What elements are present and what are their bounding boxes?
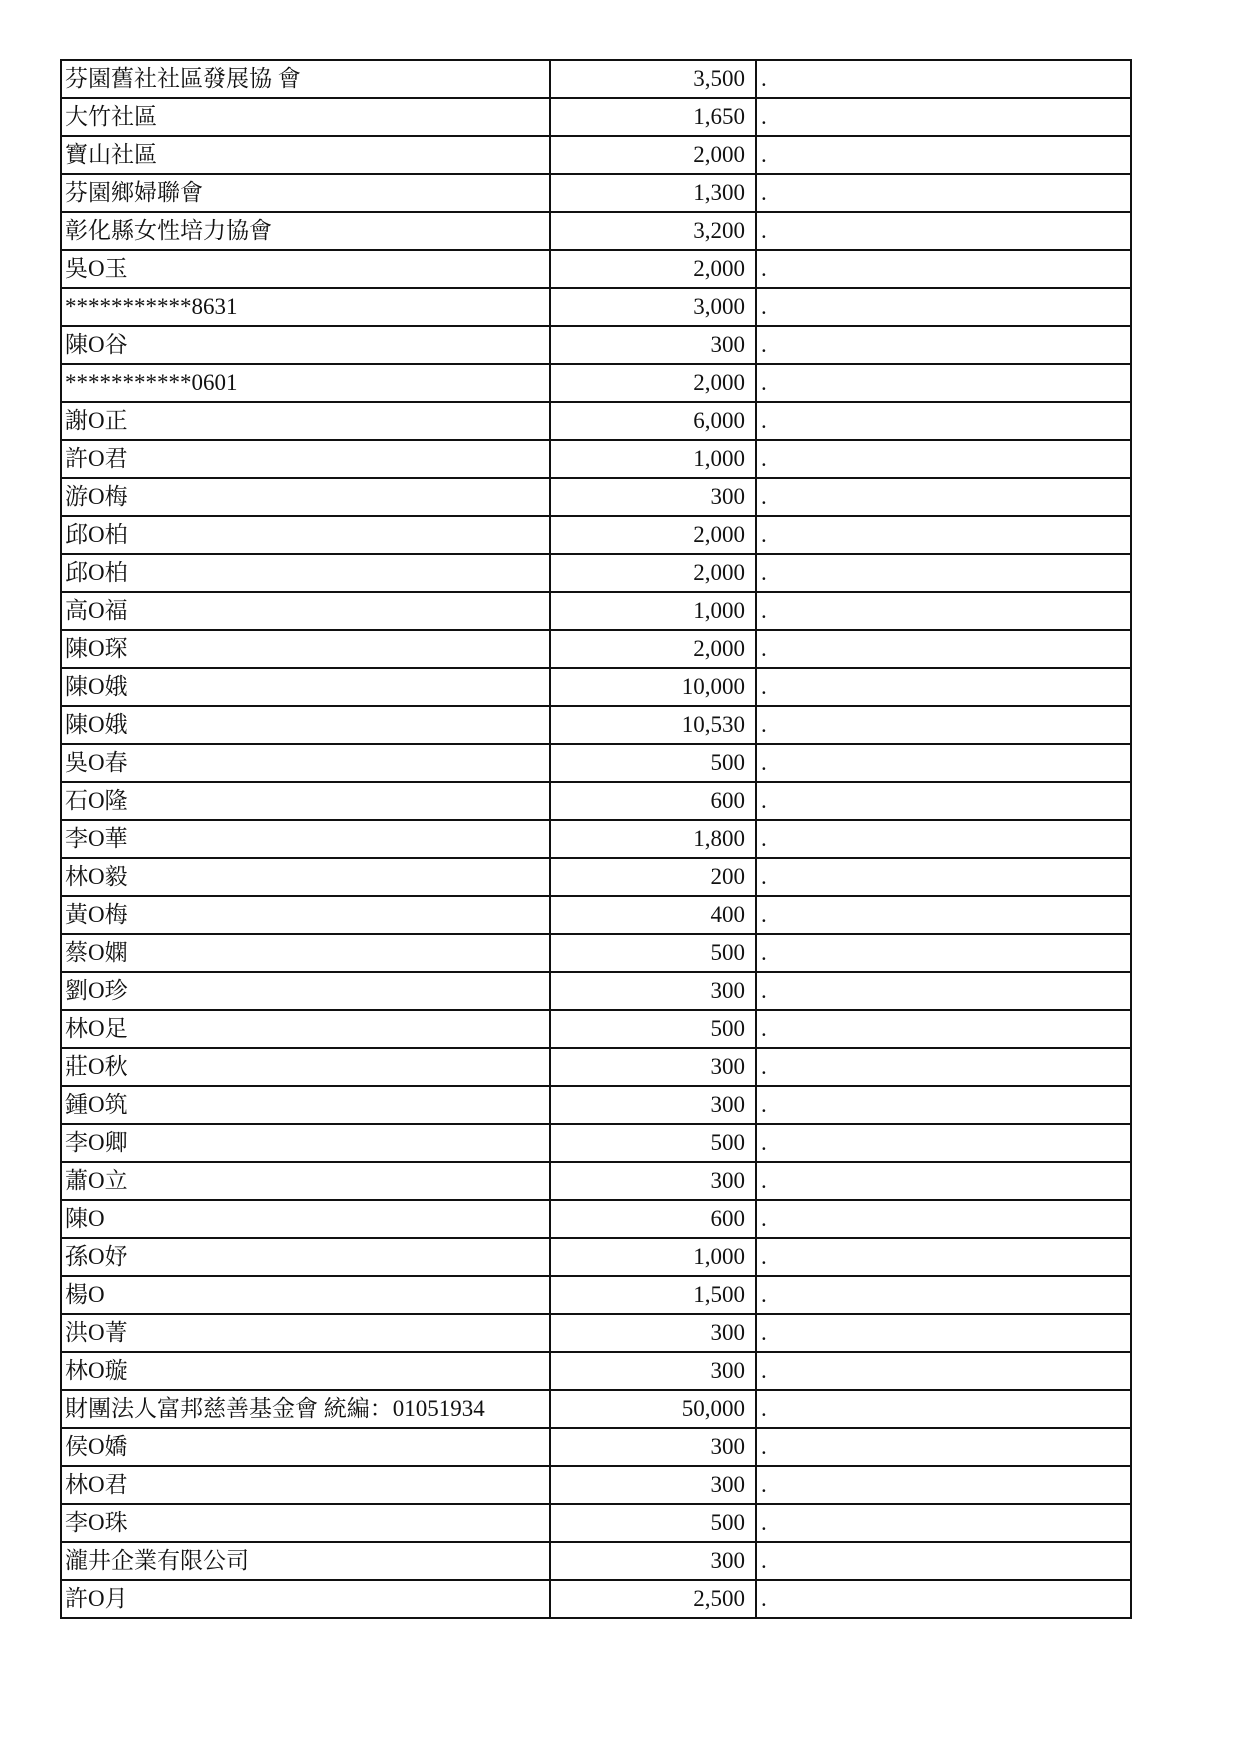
- donation-amount-cell: 10,000: [550, 668, 756, 706]
- donation-amount-cell: 2,500: [550, 1580, 756, 1618]
- donor-name-cell: 陳O: [61, 1200, 550, 1238]
- donor-name-cell: ***********8631: [61, 288, 550, 326]
- donor-name-cell: 寶山社區: [61, 136, 550, 174]
- note-cell: .: [756, 1580, 1131, 1618]
- donation-amount-cell: 6,000: [550, 402, 756, 440]
- donation-amount-cell: 300: [550, 1314, 756, 1352]
- note-cell: .: [756, 1428, 1131, 1466]
- donor-name-cell: ***********0601: [61, 364, 550, 402]
- note-cell: .: [756, 1048, 1131, 1086]
- table-row: [61, 592, 1131, 630]
- note-cell: .: [756, 1200, 1131, 1238]
- donation-amount-cell: 300: [550, 1542, 756, 1580]
- table-row: [61, 1466, 1131, 1504]
- table-row: [61, 326, 1131, 364]
- table-row: [61, 1580, 1131, 1618]
- table-row: [61, 630, 1131, 668]
- table-row: [61, 1390, 1131, 1428]
- note-cell: .: [756, 896, 1131, 934]
- table-row: [61, 516, 1131, 554]
- donor-name-cell: 劉O珍: [61, 972, 550, 1010]
- donation-amount-cell: 2,000: [550, 630, 756, 668]
- donor-name-cell: 許O月: [61, 1580, 550, 1618]
- table-row: [61, 288, 1131, 326]
- table-row: [61, 60, 1131, 98]
- donor-name-cell: 黃O梅: [61, 896, 550, 934]
- donation-amount-cell: 2,000: [550, 554, 756, 592]
- table-row: [61, 1124, 1131, 1162]
- donor-name-cell: 吳O春: [61, 744, 550, 782]
- donor-name-cell: 侯O嬌: [61, 1428, 550, 1466]
- donation-amount-cell: 50,000: [550, 1390, 756, 1428]
- donor-name-cell: 吳O玉: [61, 250, 550, 288]
- donor-name-cell: 彰化縣女性培力協會: [61, 212, 550, 250]
- donation-amount-cell: 300: [550, 1086, 756, 1124]
- note-cell: .: [756, 60, 1131, 98]
- table-row: [61, 1162, 1131, 1200]
- donor-name-cell: 邱O柏: [61, 554, 550, 592]
- note-cell: .: [756, 744, 1131, 782]
- donation-amount-cell: 300: [550, 1352, 756, 1390]
- table-row: [61, 440, 1131, 478]
- donor-name-cell: 陳O娥: [61, 668, 550, 706]
- table-row: [61, 1314, 1131, 1352]
- donation-amount-cell: 1,000: [550, 592, 756, 630]
- donor-name-cell: 高O福: [61, 592, 550, 630]
- donation-amount-cell: 600: [550, 1200, 756, 1238]
- donor-name-cell: 林O君: [61, 1466, 550, 1504]
- donation-amount-cell: 600: [550, 782, 756, 820]
- note-cell: .: [756, 1124, 1131, 1162]
- note-cell: .: [756, 402, 1131, 440]
- table-row: [61, 706, 1131, 744]
- donation-amount-cell: 3,000: [550, 288, 756, 326]
- donor-name-cell: 林O毅: [61, 858, 550, 896]
- donor-name-cell: 陳O娥: [61, 706, 550, 744]
- table-row: [61, 402, 1131, 440]
- table-row: [61, 744, 1131, 782]
- note-cell: .: [756, 98, 1131, 136]
- table-row: [61, 1352, 1131, 1390]
- donation-amount-cell: 1,000: [550, 440, 756, 478]
- note-cell: .: [756, 212, 1131, 250]
- note-cell: .: [756, 1086, 1131, 1124]
- donation-table-body: [61, 60, 1131, 1618]
- note-cell: .: [756, 820, 1131, 858]
- table-row: [61, 668, 1131, 706]
- note-cell: .: [756, 592, 1131, 630]
- donation-amount-cell: 10,530: [550, 706, 756, 744]
- donor-name-cell: 李O珠: [61, 1504, 550, 1542]
- table-row: [61, 896, 1131, 934]
- donation-table: [60, 59, 1132, 1619]
- table-row: [61, 136, 1131, 174]
- donation-amount-cell: 1,300: [550, 174, 756, 212]
- note-cell: .: [756, 1010, 1131, 1048]
- table-row: [61, 1504, 1131, 1542]
- table-row: [61, 1048, 1131, 1086]
- donor-name-cell: 莊O秋: [61, 1048, 550, 1086]
- donor-name-cell: 鍾O筑: [61, 1086, 550, 1124]
- table-row: [61, 478, 1131, 516]
- note-cell: .: [756, 288, 1131, 326]
- donation-amount-cell: 2,000: [550, 516, 756, 554]
- note-cell: .: [756, 1390, 1131, 1428]
- donation-amount-cell: 300: [550, 1162, 756, 1200]
- donation-amount-cell: 300: [550, 478, 756, 516]
- donation-amount-cell: 3,200: [550, 212, 756, 250]
- note-cell: .: [756, 1542, 1131, 1580]
- note-cell: .: [756, 934, 1131, 972]
- note-cell: .: [756, 1276, 1131, 1314]
- table-row: [61, 1010, 1131, 1048]
- note-cell: .: [756, 668, 1131, 706]
- note-cell: .: [756, 972, 1131, 1010]
- donation-amount-cell: 2,000: [550, 364, 756, 402]
- donation-amount-cell: 3,500: [550, 60, 756, 98]
- note-cell: .: [756, 554, 1131, 592]
- note-cell: .: [756, 1466, 1131, 1504]
- donation-amount-cell: 300: [550, 326, 756, 364]
- donor-name-cell: 謝O正: [61, 402, 550, 440]
- table-row: [61, 820, 1131, 858]
- donation-amount-cell: 300: [550, 1048, 756, 1086]
- donation-amount-cell: 500: [550, 1504, 756, 1542]
- donation-amount-cell: 1,650: [550, 98, 756, 136]
- donation-amount-cell: 2,000: [550, 250, 756, 288]
- donation-amount-cell: 500: [550, 1124, 756, 1162]
- donor-name-cell: 李O卿: [61, 1124, 550, 1162]
- table-row: [61, 1200, 1131, 1238]
- note-cell: .: [756, 782, 1131, 820]
- note-cell: .: [756, 136, 1131, 174]
- note-cell: .: [756, 478, 1131, 516]
- table-row: [61, 554, 1131, 592]
- donor-name-cell: 李O華: [61, 820, 550, 858]
- donor-name-cell: 游O梅: [61, 478, 550, 516]
- note-cell: .: [756, 440, 1131, 478]
- note-cell: .: [756, 250, 1131, 288]
- note-cell: .: [756, 326, 1131, 364]
- table-row: [61, 1428, 1131, 1466]
- note-cell: .: [756, 706, 1131, 744]
- table-row: [61, 934, 1131, 972]
- donor-name-cell: 林O璇: [61, 1352, 550, 1390]
- donation-amount-cell: 300: [550, 1428, 756, 1466]
- donation-amount-cell: 200: [550, 858, 756, 896]
- donation-amount-cell: 1,500: [550, 1276, 756, 1314]
- note-cell: .: [756, 1162, 1131, 1200]
- donation-amount-cell: 500: [550, 934, 756, 972]
- table-row: [61, 364, 1131, 402]
- donor-name-cell: 邱O柏: [61, 516, 550, 554]
- table-row: [61, 1276, 1131, 1314]
- donor-name-cell: 孫O妤: [61, 1238, 550, 1276]
- donation-amount-cell: 500: [550, 1010, 756, 1048]
- donor-name-cell: 蔡O嫻: [61, 934, 550, 972]
- donor-name-cell: 陳O琛: [61, 630, 550, 668]
- donation-amount-cell: 300: [550, 1466, 756, 1504]
- donor-name-cell: 蕭O立: [61, 1162, 550, 1200]
- table-row: [61, 1542, 1131, 1580]
- donor-name-cell: 大竹社區: [61, 98, 550, 136]
- table-row: [61, 1238, 1131, 1276]
- donor-name-cell: 陳O谷: [61, 326, 550, 364]
- donor-name-cell: 洪O菁: [61, 1314, 550, 1352]
- note-cell: .: [756, 174, 1131, 212]
- donation-amount-cell: 2,000: [550, 136, 756, 174]
- note-cell: .: [756, 516, 1131, 554]
- note-cell: .: [756, 1504, 1131, 1542]
- table-row: [61, 212, 1131, 250]
- donor-name-cell: 楊O: [61, 1276, 550, 1314]
- donor-name-cell: 許O君: [61, 440, 550, 478]
- table-row: [61, 782, 1131, 820]
- donation-amount-cell: 300: [550, 972, 756, 1010]
- donor-name-cell: 石O隆: [61, 782, 550, 820]
- donation-amount-cell: 500: [550, 744, 756, 782]
- table-row: [61, 858, 1131, 896]
- table-row: [61, 972, 1131, 1010]
- note-cell: .: [756, 1238, 1131, 1276]
- note-cell: .: [756, 630, 1131, 668]
- donor-name-cell: 瀧井企業有限公司: [61, 1542, 550, 1580]
- donation-amount-cell: 400: [550, 896, 756, 934]
- note-cell: .: [756, 858, 1131, 896]
- donor-name-cell: 芬園鄉婦聯會: [61, 174, 550, 212]
- donation-amount-cell: 1,000: [550, 1238, 756, 1276]
- table-row: [61, 98, 1131, 136]
- donor-name-cell: 芬園舊社社區發展協 會: [61, 60, 550, 98]
- donor-name-cell: 林O足: [61, 1010, 550, 1048]
- donor-name-cell: 財團法人富邦慈善基金會 統編：01051934: [61, 1390, 550, 1428]
- table-row: [61, 250, 1131, 288]
- note-cell: .: [756, 1314, 1131, 1352]
- donation-amount-cell: 1,800: [550, 820, 756, 858]
- note-cell: .: [756, 364, 1131, 402]
- table-row: [61, 174, 1131, 212]
- note-cell: .: [756, 1352, 1131, 1390]
- table-row: [61, 1086, 1131, 1124]
